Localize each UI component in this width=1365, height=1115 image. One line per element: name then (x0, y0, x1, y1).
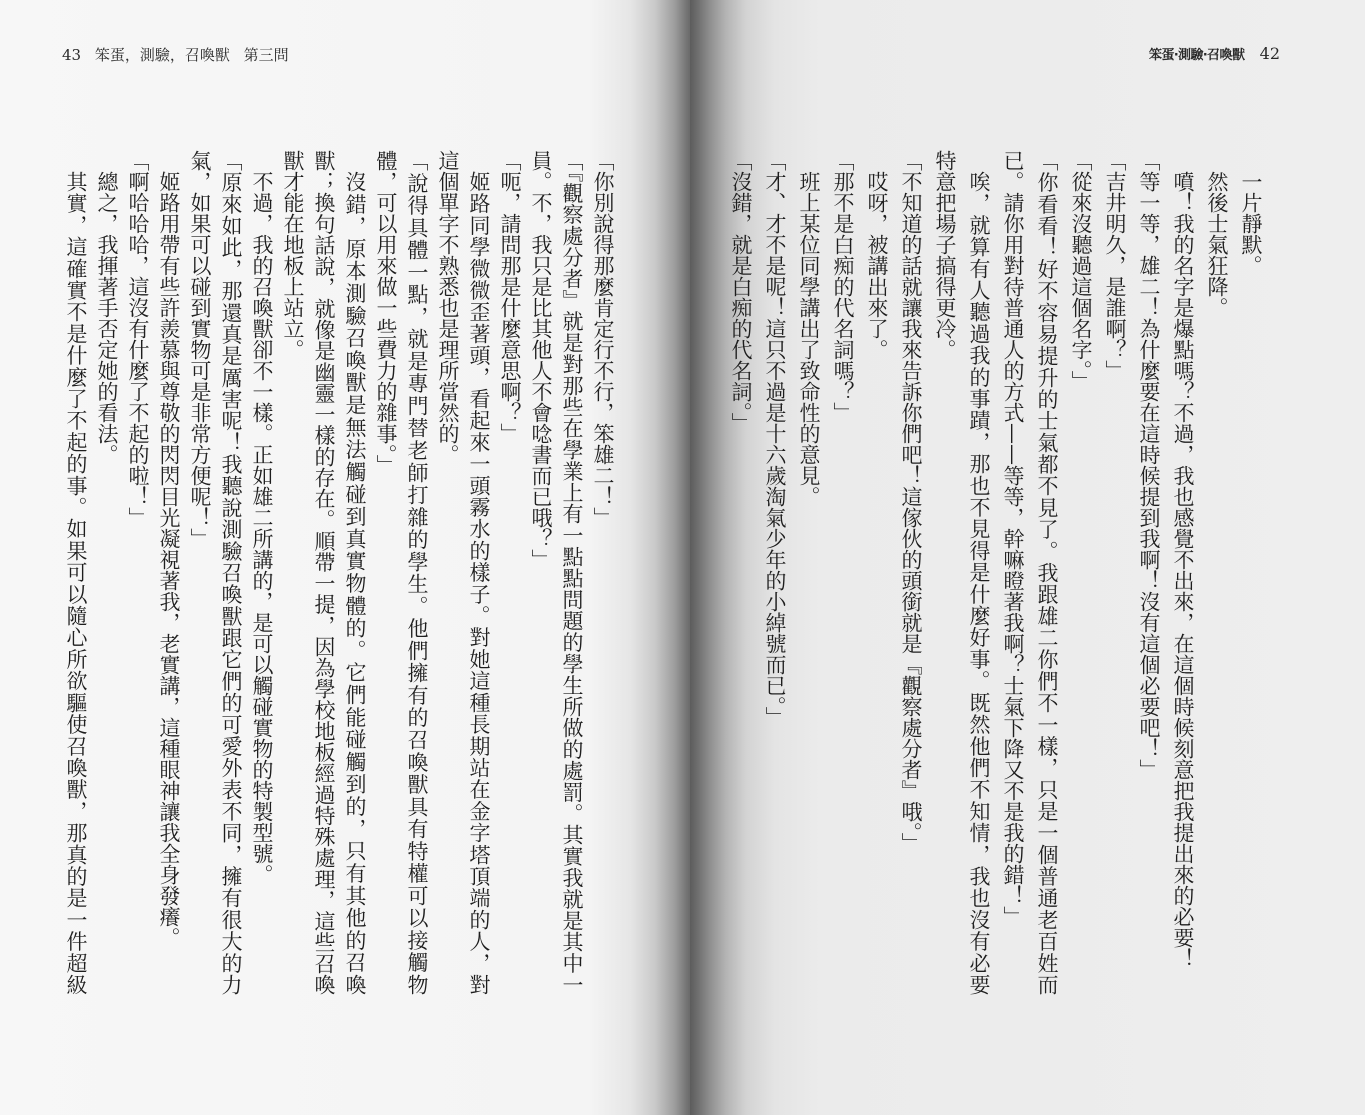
text-line: 然後士氣狂降。 (1205, 171, 1229, 318)
text-line: 已。請你用對待普通人的方式——等等，幹嘛瞪著我啊？士氣下降又不是我的錯！」 (1001, 150, 1025, 927)
body-text (728, 150, 1263, 1000)
text-line: 員。不，我只是比其他人不會唸書而已哦？」 (529, 150, 553, 570)
paragraph (125, 150, 150, 1000)
book-title: 笨蛋，測驗，召喚獸 (94, 46, 230, 64)
running-header (1149, 44, 1280, 63)
text-line: 姬路用帶有些許羨慕與尊敬的閃閃目光凝視著我，老實講，這種眼神讓我全身發癢。 (157, 171, 181, 948)
paragraph (728, 150, 753, 1000)
text-line: 「從來沒聽過這個名字。」 (1069, 150, 1093, 392)
text-line: 沒錯，原本測驗召喚獸是無法觸碰到真實物體的。它們能碰觸到的，只有其他的召喚 (343, 171, 367, 995)
text-line: 總之，我揮著手否定她的看法。 (95, 171, 119, 465)
paragraph (1170, 150, 1195, 1000)
paragraph (1238, 150, 1263, 1000)
text-line: 「『觀察處分者』就是對那些在學業上有一點點問題的學生所做的處罰。其實我就是其中一 (560, 150, 584, 995)
chapter-label: 第三問 (243, 46, 289, 64)
text-line: 噴！我的名字是爆點嗎？不過，我也感覺不出來，在這個時候刻意把我提出來的必要！ (1171, 171, 1195, 969)
text-line: 唉，就算有人聽過我的事蹟，那也不見得是什麼好事。既然他們不知情，我也沒有必要 (967, 171, 991, 995)
text-line: 「啊哈哈哈，這沒有什麼了不起的啦！」 (126, 150, 150, 528)
page-number: 42 (1259, 44, 1280, 63)
paragraph (898, 150, 923, 1000)
text-line: 「不知道的話就讓我來告訴你們吧！這傢伙的頭銜就是『觀察處分者』哦。」 (899, 150, 923, 854)
text-line: 「呃，請問那是什麼意思啊？」 (498, 150, 522, 444)
paragraph (94, 150, 119, 1000)
text-line: 這個單字不熟悉也是理所當然的。 (436, 150, 460, 465)
text-line: 特意把場子搞得更冷。 (933, 150, 957, 360)
paragraph (1102, 150, 1127, 1000)
paragraph (249, 150, 274, 1000)
text-line: 一片靜默。 (1239, 171, 1263, 276)
body-text (63, 150, 615, 1000)
paragraph (63, 150, 88, 1000)
page-number: 43 (62, 46, 82, 64)
paragraph (280, 150, 367, 1000)
paragraph (590, 150, 615, 1000)
right-page (690, 0, 1365, 1115)
paragraph (864, 150, 889, 1000)
paragraph (156, 150, 181, 1000)
paragraph (373, 150, 429, 1000)
text-line: 「吉井明久，是誰啊？」 (1103, 150, 1127, 381)
text-line: 不過，我的召喚獸卻不一樣。正如雄二所講的，是可以觸碰實物的特製型號。 (250, 171, 274, 885)
text-line: 氣，如果可以碰到實物可是非常方便呢！」 (188, 150, 212, 549)
paragraph (1136, 150, 1161, 1000)
paragraph (762, 150, 787, 1000)
text-line: 「那不是白痴的代名詞嗎？」 (831, 150, 855, 423)
paragraph (497, 150, 522, 1000)
text-line: 「沒錯，就是白痴的代名詞。」 (729, 150, 753, 434)
book-title: 笨蛋‧測驗‧召喚獸 (1148, 48, 1245, 63)
paragraph (796, 150, 821, 1000)
text-line: 獸；換句話說，就像是幽靈一樣的存在。順帶一提，因為學校地板經過特殊處理，這些召喚 (312, 150, 336, 995)
text-line: 「你看看！好不容易提升的士氣都不見了。我跟雄二你們不一樣，只是一個普通老百姓而 (1035, 150, 1059, 995)
text-line: 哎呀，被講出來了。 (865, 171, 889, 360)
paragraph (1068, 150, 1093, 1000)
text-line: 「等一等，雄二！為什麼要在這時候提到我啊！沒有這個必要吧！」 (1137, 150, 1161, 780)
paragraph (1000, 150, 1059, 1000)
text-line: 姬路同學微微歪著頭，看起來一頭霧水的樣子。對她這種長期站在金字塔頂端的人，對 (467, 171, 491, 995)
text-line: 班上某位同學講出了致命性的意見。 (797, 171, 821, 507)
text-line: 獸才能在地板上站立。 (281, 150, 305, 360)
text-line: 其實，這確實不是什麼了不起的事。如果可以隨心所欲驅使召喚獸，那真的是一件超級 (64, 171, 88, 995)
text-line: 「原來如此，那還真是厲害呢！我聽說測驗召喚獸跟它們的可愛外表不同，擁有很大的力 (219, 150, 243, 995)
paragraph (1204, 150, 1229, 1000)
running-header (62, 44, 298, 65)
paragraph (187, 150, 243, 1000)
text-line: 「說得具體一點，就是專門替老師打雜的學生。他們擁有的召喚獸具有特權可以接觸物 (405, 150, 429, 995)
text-line: 體，可以用來做一些費力的雜事。」 (374, 150, 398, 476)
paragraph (435, 150, 491, 1000)
paragraph (932, 150, 991, 1000)
paragraph (830, 150, 855, 1000)
text-line: 「才、才不是呢！這只不過是十六歲淘氣少年的小綽號而已。」 (763, 150, 787, 728)
text-line: 「你別說得那麼肯定行不行，笨雄二！」 (591, 150, 615, 528)
paragraph (528, 150, 584, 1000)
